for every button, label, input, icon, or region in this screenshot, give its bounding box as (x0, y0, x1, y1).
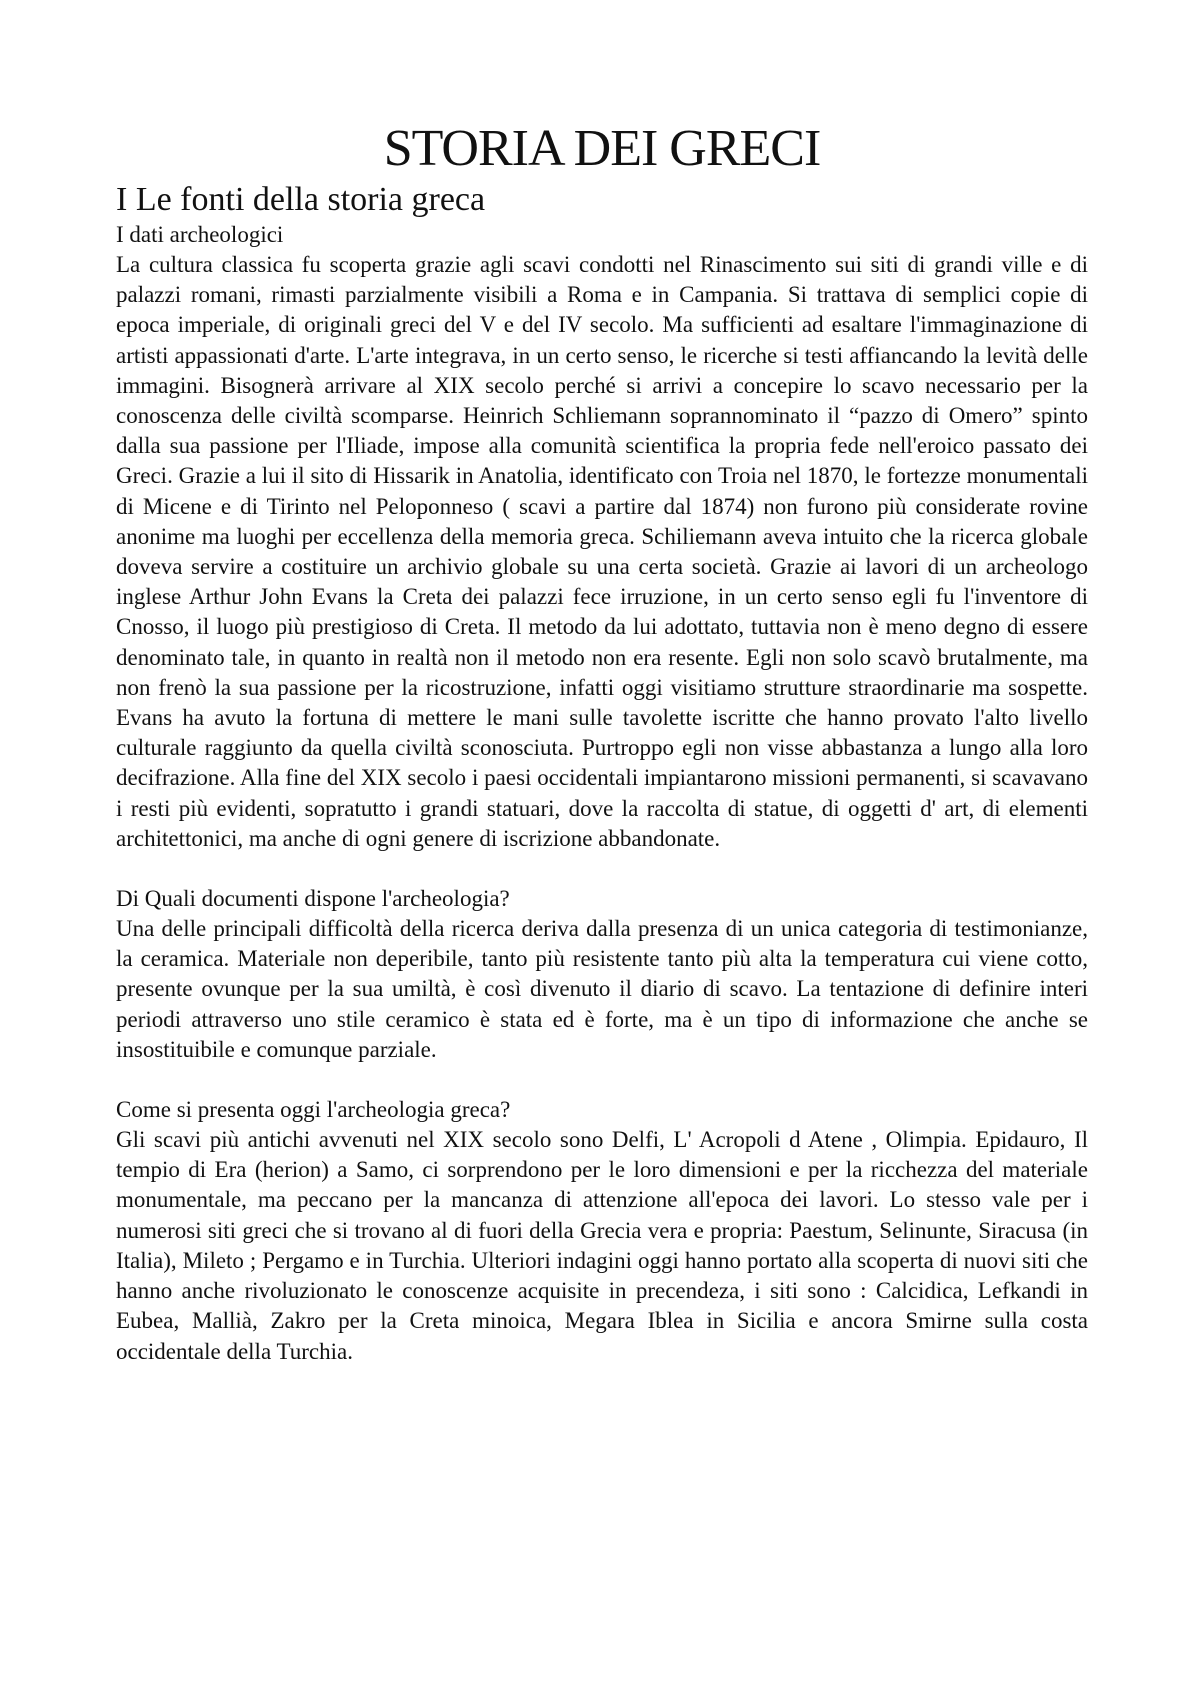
chapter-title: I Le fonti della storia greca (116, 181, 486, 218)
section-heading: Di Quali documenti dispone l'archeologia? (116, 886, 510, 912)
section-body: La cultura classica fu scoperta grazie agli scavi condotti nel Rinascimento sui siti di grandi ville e di palazzi romani, rimasti parzialmente visibili a Roma e in Campania. Si trattava di semplici copie di epoca imperiale, di originali greci del V e del IV secolo. Ma sufficienti ad esaltare l'immaginazione di artisti appassionati d'arte. L'arte integrava, in un certo senso, le ricerche si testi affiancando la levità delle immagini. Bisognerà arrivare al XIX secolo perché si arrivi a concepire lo scavo necessario per la conoscenza delle civiltà scomparse. Heinrich Schliemann soprannominato il “pazzo di Omero” spinto dalla sua passione per l'Iliade, impose alla comunità scientifica la propria fede nell'eroico passato dei Greci. Grazie a lui il sito di Hissarik in Anatolia, identificato con Troia nel 1870, le fortezze monumentali di Micene e di Tirinto nel Peloponneso ( scavi a partire dal 1874) non furono più considerate rovine anonime ma luoghi per eccellenza della memoria greca. Schiliemann aveva intuito che la ricerca globale doveva servire a costituire un archivio globale su una certa società. Grazie ai lavori di un archeologo inglese Arthur John Evans la Creta dei palazzi fece irruzione, in un certo senso egli fu l'inventore di Cnosso, il luogo più prestigioso di Creta. Il metodo da lui adottato, tuttavia non è meno degno di essere denominato tale, in quanto in realtà non il metodo non era resente. Egli non solo scavò brutalmente, ma non frenò la sua passione per la ricostruzione, infatti oggi visitiamo strutture straordinarie ma sospette. Evans ha avuto la fortuna di mettere le mani sulle tavolette iscritte che hanno provato l'alto livello culturale raggiunto da quella civiltà sconosciuta. Purtroppo egli non visse abbastanza a lungo alla loro decifrazione. Alla fine del XIX secolo i paesi occidentali impiantarono missioni permanenti, si scavavano i resti più evidenti, sopratutto i grandi statuari, dove la raccolta di statue, di oggetti d' art, di elementi architettonici, ma anche di ogni genere di iscrizione abbandonate. (116, 252, 1088, 851)
section-body: Una delle principali difficoltà della ricerca deriva dalla presenza di un unica categoria di testimonianze, la ceramica. Materiale non deperibile, tanto più resistente tanto più alta la temperatura cui viene cotto, presente ovunque per la sua umiltà, è così divenuto il diario di scavo. La tentazione di definire interi periodi attraverso uno stile ceramico è stata ed è forte, ma è un tipo di informazione che anche se insostituibile e comunque parziale. (116, 916, 1088, 1062)
document-title: STORIA DEI GRECI (383, 120, 821, 177)
paragraph-gap (116, 854, 1088, 884)
document-page (116, 118, 1088, 1367)
paragraph-gap (116, 1065, 1088, 1095)
section-greek-archaeology-today (116, 1095, 1088, 1367)
section-archaeology-documents (116, 884, 1088, 1065)
section-archaeological-data (116, 220, 1088, 854)
section-body: Gli scavi più antichi avvenuti nel XIX secolo sono Delfi, L' Acropoli d Atene , Olimpia. Epidauro, Il tempio di Era (herion) a Samo, ci sorprendono per le loro dimensioni e per la ricchezza del materiale monumentale, ma peccano per la mancanza di attenzione all'epoca dei lavori. Lo stesso vale per i numerosi siti greci che si trovano al di fuori della Grecia vera e propria: Paestum, Selinunte, Siracusa (in Italia), Mileto ; Pergamo e in Turchia. Ulteriori indagini oggi hanno portato alla scoperta di nuovi siti che hanno anche rivoluzionato le conoscenze acquisite in precendeza, i siti sono : Calcidica, Lefkandi in Eubea, Mallià, Zakro per la Creta minoica, Megara Iblea in Sicilia e ancora Smirne sulla costa occidentale della Turchia. (116, 1127, 1088, 1364)
section-heading: Come si presenta oggi l'archeologia greca? (116, 1097, 511, 1123)
section-heading: I dati archeologici (116, 222, 284, 247)
